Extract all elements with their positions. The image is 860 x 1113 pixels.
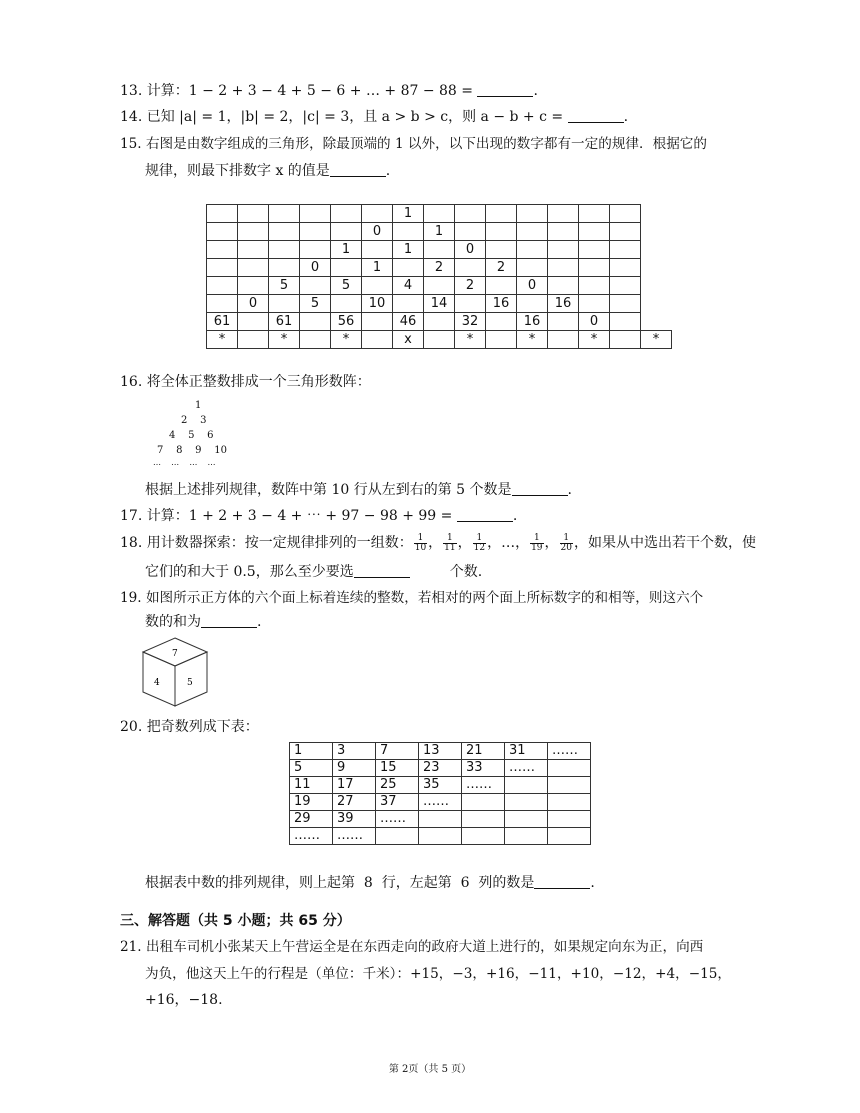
triangle-cell: 1 [424, 223, 455, 241]
punct: . [257, 614, 262, 630]
triangle-cell [238, 205, 269, 223]
odd-table-cell: …… [376, 811, 419, 828]
triangle-cell [486, 277, 517, 295]
odd-table-cell: 5 [290, 760, 333, 777]
odd-table-cell: …… [462, 777, 505, 794]
triangle-cell: * [331, 331, 362, 349]
odd-table-cell [548, 760, 591, 777]
odd-table-cell: 13 [419, 743, 462, 760]
triangle-cell: 1 [393, 241, 424, 259]
triangle-cell [548, 241, 579, 259]
odd-table-cell: 19 [290, 794, 333, 811]
triangle-cell [579, 259, 610, 277]
triangle-cell [486, 223, 517, 241]
frac-den: 11 [444, 542, 456, 553]
triangle-cell [269, 259, 300, 277]
triangle-cell [424, 277, 455, 295]
q18-text-b: ，如果从中选出若干个数，使 [573, 535, 756, 551]
odd-table-cell [505, 811, 548, 828]
triangle-cell [269, 295, 300, 313]
answer-blank[interactable] [477, 82, 533, 97]
odd-table-cell [505, 828, 548, 845]
triangle-cell [331, 295, 362, 313]
triangle-cell [362, 241, 393, 259]
odd-table-cell: 1 [290, 743, 333, 760]
q17-text: 17. 计算：1 + 2 + 3 − 4 + ⋯ + 97 − 98 + 99 = [120, 508, 453, 524]
answer-blank[interactable] [330, 162, 386, 177]
triangle-cell [455, 223, 486, 241]
q21-text-2: 为负，他这天上午的行程是（单位：千米）：+15，−3，+16，−11，+10，−12，+4，−15， [145, 966, 732, 982]
triangle-cell [548, 313, 579, 331]
triangle-cell [548, 223, 579, 241]
triangle-row [207, 223, 672, 241]
odd-table-cell [548, 777, 591, 794]
odd-table-cell [548, 828, 591, 845]
fraction-1-19 [530, 534, 543, 553]
triangle-row [207, 277, 672, 295]
triangle-cell [424, 241, 455, 259]
triangle-cell [517, 241, 548, 259]
odd-number-table [289, 742, 591, 845]
q16-tail-text: 根据上述排列规律，数阵中第 10 行从左到右的第 5 个数是 [145, 482, 512, 498]
triangle-cell: 14 [424, 295, 455, 313]
q20-text: 20. 把奇数列成下表： [120, 719, 259, 735]
triangle-cell [579, 223, 610, 241]
answer-blank[interactable] [457, 507, 513, 522]
triangle-cell [362, 277, 393, 295]
punct: . [512, 508, 518, 524]
q21-text: 21. 出租车司机小张某天上午营运全是在东西走向的政府大道上进行的，如果规定向东为正，向西 [120, 939, 704, 955]
triangle-cell: 1 [393, 205, 424, 223]
triangle-row [207, 331, 672, 349]
odd-table-cell [419, 828, 462, 845]
q15-text-2: 规律，则最下排数字 x 的值是 [145, 163, 330, 179]
tri-row-4: 7 8 9 10 [157, 445, 227, 456]
triangle-cell [238, 223, 269, 241]
fraction-1-11 [443, 534, 456, 553]
triangle-cell: * [517, 331, 548, 349]
triangle-cell [331, 205, 362, 223]
triangle-cell: 46 [393, 313, 424, 331]
triangle-cell: 0 [579, 313, 610, 331]
triangle-cell [455, 205, 486, 223]
triangle-cell [610, 313, 641, 331]
triangle-cell [207, 259, 238, 277]
triangle-cell: 1 [331, 241, 362, 259]
triangle-cell: 10 [362, 295, 393, 313]
triangle-cell: 16 [486, 295, 517, 313]
triangle-cell [362, 331, 393, 349]
odd-table-cell: 33 [462, 760, 505, 777]
triangle-cell: 2 [424, 259, 455, 277]
triangle-cell [393, 259, 424, 277]
triangle-cell: 0 [362, 223, 393, 241]
triangle-cell: 1 [362, 259, 393, 277]
triangle-cell: * [269, 331, 300, 349]
triangle-cell [548, 331, 579, 349]
triangle-cell: 16 [548, 295, 579, 313]
odd-table-cell [376, 828, 419, 845]
triangle-row [207, 313, 672, 331]
tri-row-5: … … … … [153, 458, 216, 467]
odd-table-cell [419, 811, 462, 828]
triangle-cell [207, 277, 238, 295]
triangle-cell [300, 241, 331, 259]
triangle-cell [455, 295, 486, 313]
question-16-tail [145, 481, 572, 499]
triangle-cell [207, 205, 238, 223]
triangle-cell: 16 [517, 313, 548, 331]
frac-den: 10 [414, 542, 427, 553]
q16-text: 16. 将全体正整数排成一个三角形数阵： [120, 374, 371, 390]
answer-blank[interactable] [534, 874, 590, 889]
triangle-cell [610, 223, 641, 241]
triangle-cell [362, 313, 393, 331]
fraction-1-10 [414, 534, 427, 553]
odd-table-cell [462, 828, 505, 845]
triangle-cell [207, 223, 238, 241]
triangle-cell [238, 313, 269, 331]
q18-line2-text: 它们的和大于 0.5，那么至少要选 [145, 564, 354, 580]
triangle-cell [300, 277, 331, 295]
triangle-cell [238, 331, 269, 349]
odd-table-cell: …… [290, 828, 333, 845]
question-17 [120, 507, 517, 525]
triangle-cell: * [641, 331, 672, 349]
triangle-cell: x [393, 331, 424, 349]
triangle-cell [207, 241, 238, 259]
frac-den: 12 [473, 542, 486, 553]
fraction-1-12 [473, 534, 486, 553]
odd-table-cell: 9 [333, 760, 376, 777]
triangle-cell: 0 [300, 259, 331, 277]
punct: . [590, 875, 595, 891]
frac-num: 1 [443, 534, 456, 544]
answer-blank[interactable] [568, 108, 624, 123]
odd-table-cell [462, 794, 505, 811]
triangle-cell [486, 205, 517, 223]
triangle-cell [238, 241, 269, 259]
triangle-cell [424, 205, 455, 223]
triangle-cell [455, 259, 486, 277]
cube-top-number: 7 [172, 649, 178, 659]
odd-table-cell [548, 811, 591, 828]
triangle-cell [517, 295, 548, 313]
odd-table-cell: 11 [290, 777, 333, 794]
triangle-cell [579, 241, 610, 259]
odd-table-cell: 29 [290, 811, 333, 828]
triangle-cell [517, 223, 548, 241]
triangle-cell: * [455, 331, 486, 349]
triangle-cell: 0 [517, 277, 548, 295]
fraction-1-20 [560, 534, 573, 553]
triangle-cell: 0 [238, 295, 269, 313]
q18-line2-end: 个数. [449, 564, 483, 580]
question-15-line2 [145, 162, 390, 180]
triangle-row [207, 259, 672, 277]
odd-table-cell: 23 [419, 760, 462, 777]
number-triangle-table [206, 204, 672, 349]
triangle-cell [517, 205, 548, 223]
question-18-line2 [145, 563, 482, 581]
triangle-cell: 5 [269, 277, 300, 295]
triangle-cell [548, 205, 579, 223]
triangle-cell [424, 331, 455, 349]
triangle-cell [238, 277, 269, 295]
triangle-cell [579, 277, 610, 295]
cube-left-number: 4 [154, 678, 160, 688]
question-21-line2 [145, 965, 731, 983]
triangle-cell [300, 223, 331, 241]
triangle-cell [610, 331, 641, 349]
triangle-cell [486, 241, 517, 259]
frac-num: 1 [473, 534, 486, 544]
answer-blank[interactable] [201, 613, 257, 628]
odd-table-cell: …… [548, 743, 591, 760]
page-footer: 第 2页（共 5 页） [388, 1064, 472, 1075]
punct: . [533, 83, 538, 99]
question-21-line1 [120, 938, 703, 956]
answer-blank[interactable] [512, 481, 568, 496]
frac-den: 20 [560, 542, 572, 553]
triangle-cell: 56 [331, 313, 362, 331]
question-14 [120, 108, 628, 126]
odd-table-cell: 17 [333, 777, 376, 794]
q21-text-3: +16，−18. [145, 992, 223, 1008]
q19-text: 19. 如图所示正方体的六个面上标着连续的整数，若相对的两个面上所标数字的和相等，则这六个 [120, 590, 704, 606]
triangle-cell: * [207, 331, 238, 349]
punct: . [567, 482, 572, 498]
question-19-line1 [120, 589, 703, 607]
q18-text: 18. 用计数器探索：按一定规律排列的一组数： [120, 535, 413, 551]
q19-text-2: 数的和为 [145, 614, 201, 630]
question-19-line2 [145, 613, 261, 631]
triangle-cell: 5 [300, 295, 331, 313]
odd-table-cell: 39 [333, 811, 376, 828]
ellipsis: …， [501, 535, 530, 551]
odd-table-cell [505, 777, 548, 794]
question-21-line3 [145, 991, 223, 1009]
question-15-line1 [120, 135, 707, 153]
odd-table-cell: 27 [333, 794, 376, 811]
triangle-cell [579, 295, 610, 313]
cube-figure [140, 636, 210, 708]
integer-triangle-array [145, 398, 255, 470]
triangle-cell: 2 [455, 277, 486, 295]
frac-den: 19 [531, 542, 543, 553]
triangle-cell [610, 259, 641, 277]
odd-table-cell: 7 [376, 743, 419, 760]
triangle-cell [610, 295, 641, 313]
tri-row-1: 1 [195, 400, 202, 411]
triangle-cell: 2 [486, 259, 517, 277]
punct: . [623, 109, 629, 125]
odd-table-row [290, 743, 591, 760]
odd-table-cell: 35 [419, 777, 462, 794]
tri-row-2: 2 3 [181, 415, 207, 426]
triangle-cell [300, 313, 331, 331]
question-16 [120, 373, 371, 391]
triangle-cell: 0 [455, 241, 486, 259]
triangle-cell: * [579, 331, 610, 349]
triangle-cell [269, 241, 300, 259]
triangle-cell [207, 295, 238, 313]
punct: . [385, 163, 391, 179]
question-13 [120, 82, 538, 100]
odd-table-row [290, 811, 591, 828]
frac-num: 1 [414, 534, 427, 544]
triangle-cell [269, 205, 300, 223]
odd-table-cell [505, 794, 548, 811]
odd-table-cell: …… [505, 760, 548, 777]
triangle-cell: 61 [207, 313, 238, 331]
question-18: 18. 用计数器探索：按一定规律排列的一组数： $\frac{1}{10}$ ， $\frac{1}{11}$ ， $\frac{1}{12}$ ，…， $\frac{1}{19}$ ， $\frac{1}{20}$ ，如果从中选出若干个数，使 [120, 532, 756, 553]
triangle-cell: 61 [269, 313, 300, 331]
q20-tail-text: 根据表中数的排列规律，则上起第 8 行，左起第 6 列的数是 [145, 875, 535, 891]
triangle-cell [393, 295, 424, 313]
triangle-cell: 32 [455, 313, 486, 331]
triangle-cell [331, 259, 362, 277]
odd-table-cell: 31 [505, 743, 548, 760]
odd-table-cell: 25 [376, 777, 419, 794]
odd-table-cell: 37 [376, 794, 419, 811]
answer-blank[interactable] [354, 563, 410, 578]
q15-text: 15. 右图是由数字组成的三角形，除最顶端的 1 以外，以下出现的数字都有一定的规律．根据它的 [120, 136, 707, 152]
tri-row-3: 4 5 6 [169, 430, 214, 441]
odd-table-row [290, 794, 591, 811]
odd-table-row [290, 760, 591, 777]
triangle-row [207, 205, 672, 223]
odd-table-cell: 21 [462, 743, 505, 760]
triangle-cell [238, 259, 269, 277]
odd-table-row [290, 777, 591, 794]
triangle-cell [548, 277, 579, 295]
odd-table-cell: 15 [376, 760, 419, 777]
triangle-cell [300, 331, 331, 349]
question-20-tail [145, 874, 595, 892]
triangle-cell [269, 223, 300, 241]
odd-table-cell: …… [333, 828, 376, 845]
triangle-cell: 5 [331, 277, 362, 295]
triangle-cell [393, 223, 424, 241]
triangle-cell [486, 313, 517, 331]
triangle-cell: 4 [393, 277, 424, 295]
triangle-cell [610, 205, 641, 223]
triangle-cell [610, 277, 641, 295]
triangle-cell [362, 205, 393, 223]
odd-table-cell [462, 811, 505, 828]
triangle-cell [424, 313, 455, 331]
triangle-cell [548, 259, 579, 277]
frac-num: 1 [530, 534, 543, 544]
triangle-cell [300, 205, 331, 223]
odd-table-cell: …… [419, 794, 462, 811]
q14-text: 14. 已知 |a| = 1，|b| = 2，|c| = 3，且 a > b > c，则 a − b + c = [120, 109, 564, 125]
triangle-row [207, 295, 672, 313]
triangle-cell [331, 223, 362, 241]
odd-table-cell: 3 [333, 743, 376, 760]
odd-table-cell [548, 794, 591, 811]
cube-right-number: 5 [187, 678, 193, 688]
section-heading: 三、解答题（共 5 小题；共 65 分） [120, 913, 351, 929]
question-20 [120, 718, 259, 736]
triangle-row [207, 241, 672, 259]
triangle-cell [579, 205, 610, 223]
q13-text: 13. 计算：1 − 2 + 3 − 4 + 5 − 6 + … + 87 − 88 = [120, 83, 474, 99]
frac-num: 1 [560, 534, 573, 544]
triangle-cell [610, 241, 641, 259]
triangle-cell [517, 259, 548, 277]
odd-table-row [290, 828, 591, 845]
triangle-cell [486, 331, 517, 349]
